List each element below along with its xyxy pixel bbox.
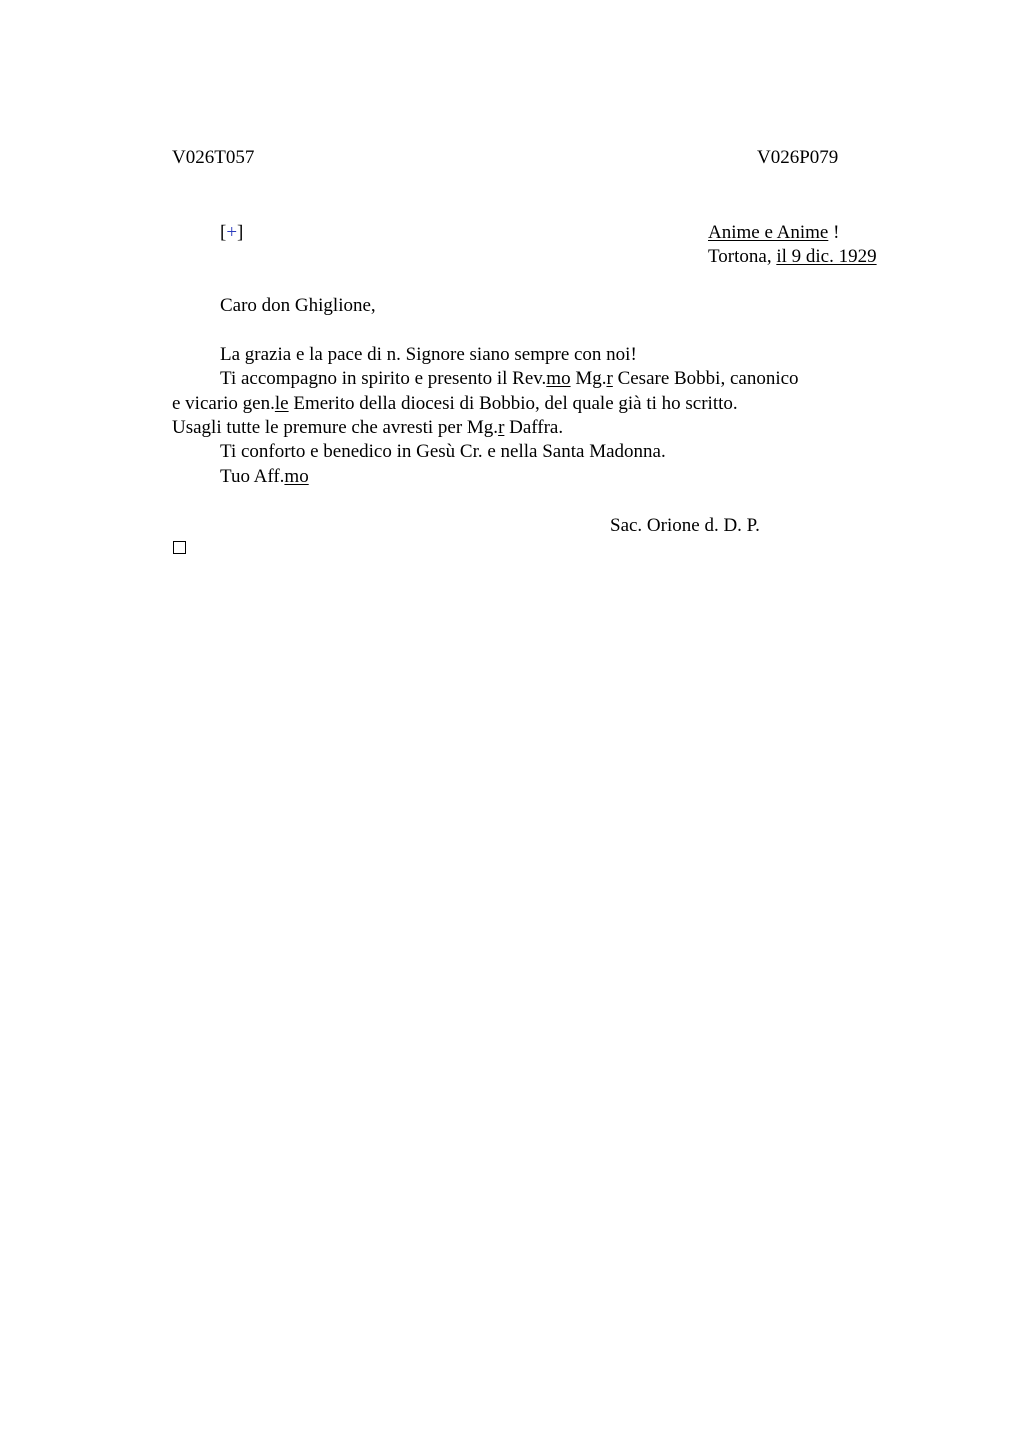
body-line-3: e vicario gen.le Emerito della diocesi di Bobbio, del quale già ti ho scritto. bbox=[172, 393, 738, 414]
volume-text-code: V026T057 bbox=[172, 147, 255, 168]
body-line-1: La grazia e la pace di n. Signore siano sempre con noi! bbox=[220, 344, 637, 365]
cross-icon: + bbox=[226, 222, 238, 243]
place: Tortona, bbox=[708, 246, 777, 267]
cross-mark: [+] bbox=[220, 222, 244, 243]
body-line-5: Ti conforto e benedico in Gesù Cr. e nella Santa Madonna. bbox=[220, 441, 666, 462]
date: il 9 dic. 1929 bbox=[776, 246, 877, 267]
body-line-4: Usagli tutte le premure che avresti per Mg.r Daffra. bbox=[172, 417, 564, 438]
motto: Anime e Anime ! bbox=[708, 222, 840, 243]
empty-square-icon bbox=[173, 541, 186, 554]
volume-page-code: V026P079 bbox=[757, 147, 839, 168]
closing: Tuo Aff.mo bbox=[220, 466, 309, 487]
body-line-2: Ti accompagno in spirito e presento il Rev.mo Mg.r Cesare Bobbi, canonico bbox=[220, 368, 799, 389]
motto-text: Anime e Anime bbox=[708, 222, 829, 243]
salutation: Caro don Ghiglione, bbox=[220, 295, 376, 316]
place-date bbox=[708, 245, 877, 269]
signature: Sac. Orione d. D. P. bbox=[610, 515, 760, 536]
